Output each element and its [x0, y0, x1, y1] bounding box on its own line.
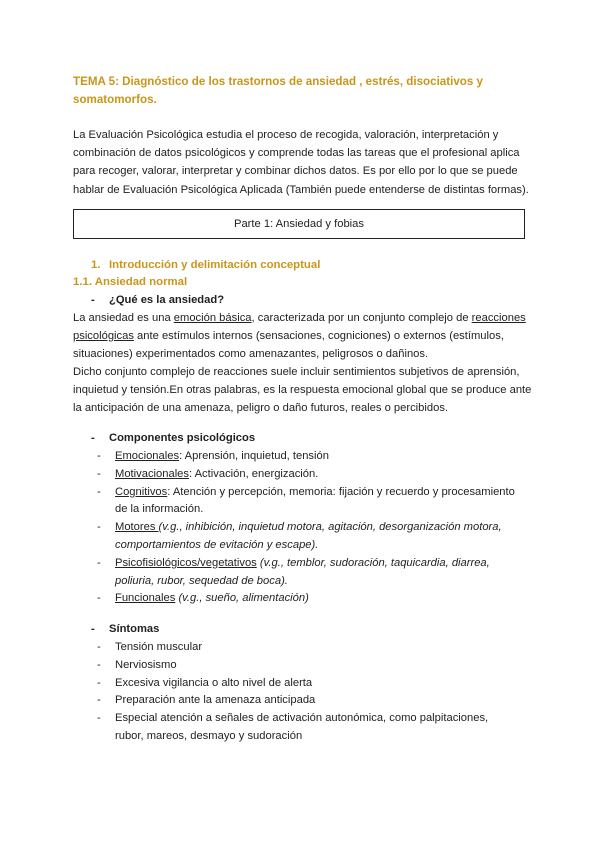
list-item: - Excesiva vigilancia o alto nivel de alerta — [97, 675, 517, 693]
components-heading — [91, 432, 255, 444]
symptoms-heading-label: Síntomas — [109, 623, 160, 635]
term-reacciones-psicologicas: reacciones psicológicas — [73, 312, 526, 342]
list-item — [97, 448, 517, 466]
component-examples: (v.g., sueño, alimentación) — [178, 592, 309, 605]
component-term: Motivacionales — [115, 467, 189, 480]
bullet-dash: - — [91, 432, 95, 444]
bullet-dash: - — [91, 294, 95, 306]
definition-text: , caracterizada por un conjunto complejo de — [251, 312, 472, 324]
list-item: - Preparación ante la amenaza anticipada — [97, 692, 517, 710]
document-title: TEMA 5: Diagnóstico de los trastornos de ansiedad , estrés, disociativos y somatomorfos. — [73, 75, 483, 106]
component-examples: (v.g., inhibición, inquietud motora, agitación, desorganización motora, comportamientos de evitación y escape). — [115, 521, 502, 551]
section-heading-1 — [91, 259, 320, 271]
component-term: Psicofisiológicos/vegetativos — [115, 556, 257, 569]
component-term: Cognitivos — [115, 485, 168, 498]
list-item — [97, 466, 517, 484]
component-examples: (v.g., temblor, sudoración, taquicardia, diarrea, poliuria, rubor, sequedad de boca). — [115, 556, 490, 587]
part-heading-label: Parte 1: Ansiedad y fobias — [234, 218, 364, 230]
component-desc: : Atención y percepción, memoria: fijación y recuerdo y procesamiento de la información. — [115, 485, 515, 516]
list-item — [97, 519, 517, 555]
components-heading-label: Componentes psicológicos — [109, 432, 256, 444]
component-term: Emocionales — [115, 450, 180, 462]
question-heading — [91, 294, 224, 306]
definition-paragraphs — [73, 309, 543, 417]
section-number: 1. — [91, 259, 101, 271]
symptoms-heading — [91, 623, 159, 635]
section-label: Introducción y delimitación conceptual — [109, 259, 321, 271]
definition-text: La ansiedad es una — [73, 312, 174, 324]
definition-text: ante estímulos internos (sensaciones, cogniciones) o externos (estímulos, situaciones) experimentados como amenazantes, peligrosos o dañinos. — [73, 330, 504, 360]
term-emocion-basica: emoción básica — [173, 312, 252, 324]
list-item — [97, 555, 517, 591]
bullet-dash: - — [91, 623, 95, 635]
component-desc: : Aprensión, inquietud, tensión — [179, 450, 329, 462]
list-item — [97, 590, 517, 608]
list-item — [97, 484, 517, 520]
definition-paragraph-2: Dicho conjunto complejo de reacciones suele incluir sentimientos subjetivos de aprensión, inquietud y tensión.En otras palabras, es la respuesta emocional global que se produce ante la anticipación de una amenaza, peligro o daño futuros, reales o percibidos. — [73, 366, 532, 414]
list-item: - Especial atención a señales de activación autonómica, como palpitaciones, rubor, mareos, desmayo y sudoración — [97, 710, 517, 746]
symptoms-list — [97, 639, 517, 746]
part-heading-box — [73, 209, 525, 239]
definition-paragraph-1 — [73, 309, 543, 363]
list-item: - Tensión muscular — [97, 639, 517, 657]
question-label: ¿Qué es la ansiedad? — [109, 294, 225, 306]
component-term: Motores — [115, 521, 159, 534]
components-list — [97, 448, 517, 608]
subsection-heading-1-1: 1.1. Ansiedad normal — [73, 276, 188, 288]
component-term: Funcionales — [115, 592, 176, 605]
component-desc: : Activación, energización. — [189, 467, 319, 480]
intro-paragraph: La Evaluación Psicológica estudia el proceso de recogida, valoración, interpretación y combinación de datos psicológicos y comprende todas las tareas que el profesional aplica para recoger, valorar, interpretar y combinar dichos datos. Es por ello por lo que se puede hablar de Evaluación Psicológica Aplicada (También puede entenderse de distintas formas). — [73, 129, 529, 196]
list-item: - Nerviosismo — [97, 657, 517, 675]
